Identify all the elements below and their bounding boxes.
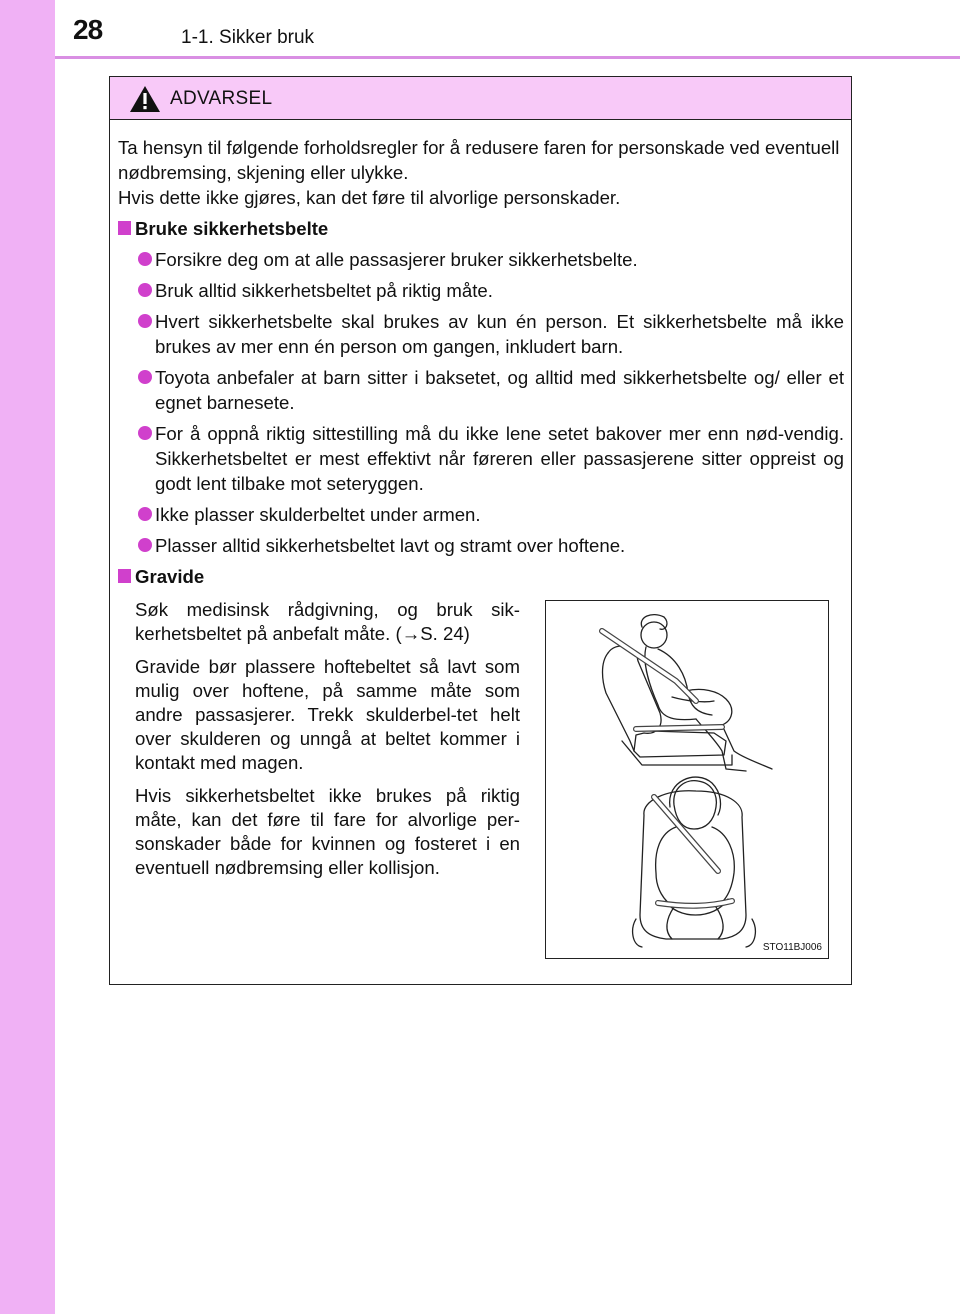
warning-box bbox=[109, 76, 852, 985]
list-item: Toyota anbefaler at barn sitter i baksetet, og alltid med sikkerhetsbelte og/ eller et egnet barnesete. bbox=[118, 365, 844, 415]
pregnant-seatbelt-illustration bbox=[545, 600, 829, 959]
page-header bbox=[55, 0, 960, 56]
warning-body bbox=[118, 135, 844, 589]
round-bullet-icon bbox=[138, 370, 152, 384]
pregnant-text bbox=[135, 598, 520, 889]
seatbelt-illustration-drawing bbox=[546, 601, 828, 958]
intro-paragraph: Hvis dette ikke gjøres, kan det føre til alvorlige personskader. bbox=[118, 187, 621, 208]
round-bullet-icon bbox=[138, 426, 152, 440]
warning-title: ADVARSEL bbox=[170, 88, 273, 109]
pregnant-paragraph: Søk medisinsk rådgivning, og bruk sik-kerhetsbeltet på anbefalt måte. (→S. 24) bbox=[135, 599, 520, 644]
square-bullet-icon bbox=[118, 569, 131, 583]
warning-header bbox=[110, 77, 851, 120]
section-title: 1-1. Sikker bruk bbox=[181, 27, 315, 48]
list-item: Forsikre deg om at alle passasjerer bruker sikkerhetsbelte. bbox=[118, 247, 844, 272]
section-heading-seatbelt: Bruke sikkerhetsbelte bbox=[118, 216, 844, 241]
list-item: For å oppnå riktig sittestilling må du ikke lene setet bakover mer enn nød-vendig. Sikkerhetsbeltet er mest effektivt når føreren eller passasjerene sitter oppreist og godt lent tilbake mot seteryggen. bbox=[118, 421, 844, 496]
page-number: 28 bbox=[73, 14, 103, 45]
round-bullet-icon bbox=[138, 507, 152, 521]
list-item: Hvert sikkerhetsbelte skal brukes av kun én person. Et sikkerhetsbelte må ikke brukes av mer enn én person om gangen, inkludert barn. bbox=[118, 309, 844, 359]
round-bullet-icon bbox=[138, 252, 152, 266]
list-item: Plasser alltid sikkerhetsbeltet lavt og stramt over hoftene. bbox=[118, 533, 844, 558]
square-bullet-icon bbox=[118, 221, 131, 235]
illustration-code: STO11BJ006 bbox=[762, 942, 822, 953]
pregnant-paragraph: Gravide bør plassere hoftebeltet så lavt som mulig over hoftene, på samme måte som andre passasjerer. Trekk skulderbel-tet helt over skulderen og unngå at beltet kommer i kontakt med magen. bbox=[135, 656, 520, 773]
side-strip bbox=[0, 0, 55, 1314]
section-heading-pregnant: Gravide bbox=[118, 564, 844, 589]
list-item: Ikke plasser skulderbeltet under armen. bbox=[118, 502, 844, 527]
round-bullet-icon bbox=[138, 538, 152, 552]
warning-intro bbox=[118, 135, 844, 210]
pregnant-paragraph: Hvis sikkerhetsbeltet ikke brukes på riktig måte, kan det føre til fare for alvorlige per-sonskader både for kvinnen og fosteret i en eventuell nødbremsing eller kollisjon. bbox=[135, 785, 520, 878]
round-bullet-icon bbox=[138, 314, 152, 328]
round-bullet-icon bbox=[138, 283, 152, 297]
list-item: Bruk alltid sikkerhetsbeltet på riktig måte. bbox=[118, 278, 844, 303]
header-rule bbox=[55, 56, 960, 59]
warning-triangle-icon bbox=[129, 85, 161, 113]
intro-paragraph: Ta hensyn til følgende forholdsregler for å redusere faren for personskade ved eventuell nødbremsing, skjening eller ulykke. bbox=[118, 137, 840, 183]
